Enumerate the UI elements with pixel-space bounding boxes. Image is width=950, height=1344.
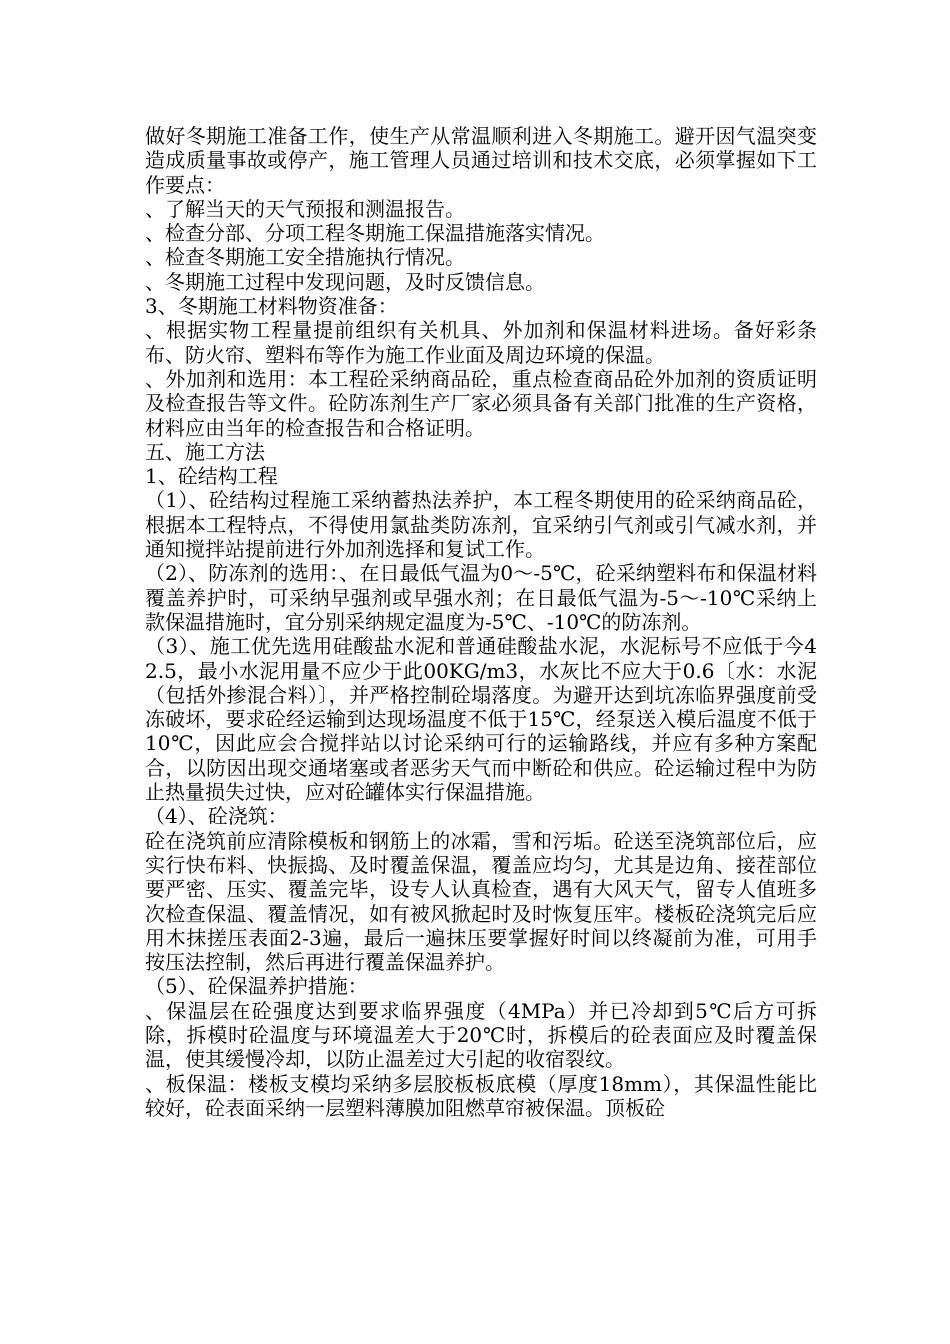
section-heading: 3、冬期施工材料物资准备： [145, 294, 398, 319]
list-item: 、保温层在砼强度达到要求临界强度（4MPa）并已冷却到5℃后方可拆除，拆模时砼温度与环境温差大于20℃时，拆模后的砼表面应及时覆盖保温，使其缓慢冷却，以防止温差过大引起的收宿裂纹。 [145, 998, 817, 1072]
subsection-heading: 1、砼结构工程 [145, 464, 278, 489]
list-item: 、冬期施工过程中发现问题，及时反馈信息。 [145, 269, 545, 294]
paragraph: （1）、砼结构过程施工采纳蓄热法养护，本工程冬期使用的砼采纳商品砼，根据本工程特点，不得使用氯盐类防冻剂，宜采纳引气剂或引气减水剂，并通知搅拌站提前进行外加剂选择和复试工作。 [145, 488, 817, 562]
subsection-heading: （5）、砼保温养护措施： [145, 974, 368, 999]
subsection-heading: （4）、砼浇筑： [145, 804, 288, 829]
paragraph: （3）、施工优先选用硅酸盐水泥和普通硅酸盐水泥，水泥标号不应低于今42.5，最小水泥用量不应少于此00KG/m3，水灰比不应大于0.6〔水：水泥（包括外掺混合料）〕，并严格控制砼塌落度。为避开达到坑冻临界强度前受冻破坏，要求砼经运输到达现场温度不低于15℃，经泵送入模后温度不低于10℃，因此应会合搅拌站以讨论采纳可行的运输路线，并应有多种方案配合，以防因出现交通堵塞或者恶劣天气而中断砼和供应。砼运输过程中为防止热量损失过快，应对砼罐体实行保温措施。 [145, 634, 817, 805]
document-body [145, 124, 817, 1120]
section-heading: 五、施工方法 [145, 439, 265, 464]
list-item: 、了解当天的天气预报和测温报告。 [145, 196, 465, 221]
list-item: 、外加剂和选用：本工程砼采纳商品砼，重点检查商品砼外加剂的资质证明及检查报告等文件。砼防冻剂生产厂家必须具备有关部门批准的生产资格，材料应由当年的检查报告和合格证明。 [145, 366, 817, 440]
list-item: 、板保温：楼板支模均采纳多层胶板板底模（厚度18mm），其保温性能比较好，砼表面采纳一层塑料薄膜加阻燃草帘被保温。顶板砼 [145, 1071, 817, 1120]
paragraph: 砼在浇筑前应清除模板和钢筋上的冰霜，雪和污垢。砼送至浇筑部位后，应实行快布料、快振捣、及时覆盖保温，覆盖应均匀，尤其是边角、接茬部位要严密、压实、覆盖完毕，设专人认真检查，遇有大风天气，留专人值班多次检查保温、覆盖情况，如有被风掀起时及时恢复压牢。楼板砼浇筑完后应用木抹搓压表面2-3遍，最后一遍抹压要掌握好时间以终凝前为准，可用手按压法控制，然后再进行覆盖保温养护。 [145, 828, 817, 975]
list-item: 、检查分部、分项工程冬期施工保温措施落实情况。 [145, 221, 605, 246]
list-item: 、检查冬期施工安全措施执行情况。 [145, 245, 465, 270]
paragraph: （2）、防冻剂的选用：、在日最低气温为0～-5℃，砼采纳塑料布和保温材料覆盖养护时，可采纳早强剂或早强水剂；在日最低气温为-5～-10℃采纳上款保温措施时，宜分别采纳规定温度为-5℃、-10℃的防冻剂。 [145, 561, 817, 634]
paragraph: 做好冬期施工准备工作，使生产从常温顺利进入冬期施工。避开因气温突变造成质量事故或停产，施工管理人员通过培训和技术交底，必须掌握如下工作要点： [145, 124, 817, 197]
list-item: 、根据实物工程量提前组织有关机具、外加剂和保温材料进场。备好彩条布、防火帘、塑料布等作为施工作业面及周边环境的保温。 [145, 318, 817, 367]
